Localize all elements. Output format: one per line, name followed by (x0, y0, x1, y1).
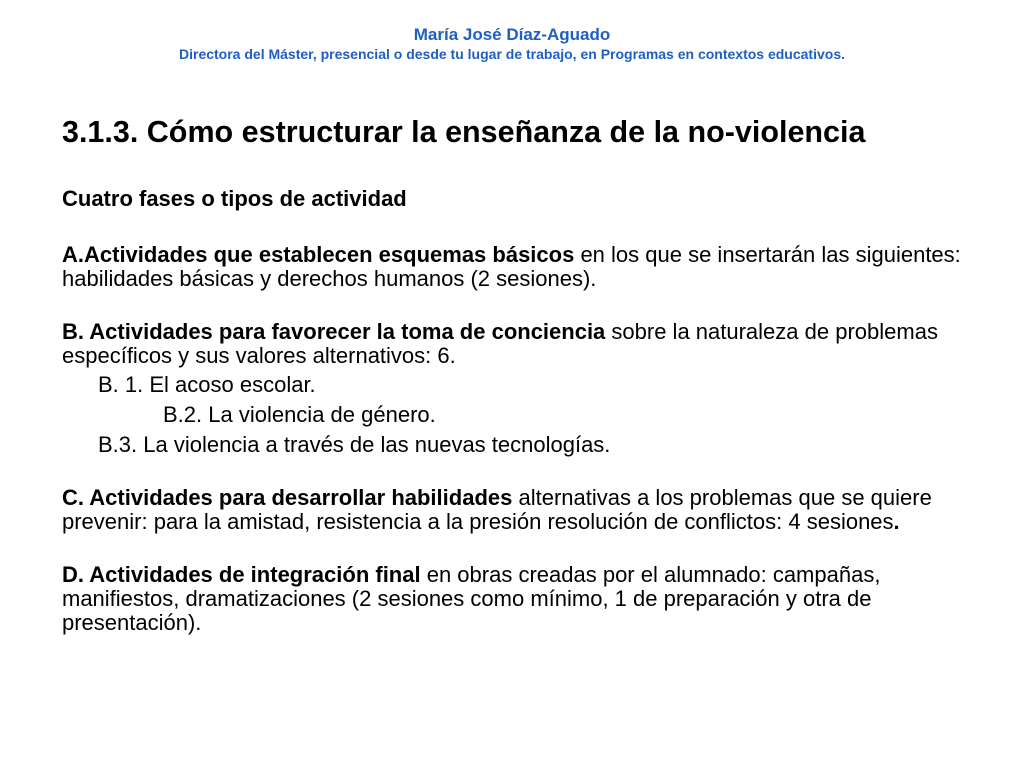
section-a-heading: A.Actividades que establecen esquemas básicos (62, 242, 575, 267)
section-b (62, 320, 982, 368)
section-b-heading: B. Actividades para favorecer la toma de conciencia (62, 319, 606, 344)
section-c-heading: C. Actividades para desarrollar habilidades (62, 485, 513, 510)
section-d-heading: D. Actividades de integración final (62, 562, 421, 587)
section-subheading: Cuatro fases o tipos de actividad (62, 186, 407, 211)
author-name: María José Díaz-Aguado (413, 25, 611, 44)
section-b-item: B.3. La violencia a través de las nuevas tecnologías. (98, 432, 611, 457)
section-b-text: sobre la naturaleza de problemas específicos y sus valores alternativos: 6. (62, 319, 938, 368)
section-b-item: B. 1. El acoso escolar. (98, 372, 316, 397)
slide-header (0, 25, 1024, 63)
section-a-text: en los que se insertarán las siguientes: habilidades básicas y derechos humanos (2 sesiones). (62, 242, 961, 291)
section-b-item: B.2. La violencia de género. (163, 402, 436, 427)
section-d (62, 563, 982, 635)
section-c-text: alternativas a los problemas que se quiere prevenir: para la amistad, resistencia a la presión resolución de conflictos: 4 sesiones (62, 485, 932, 534)
section-a (62, 243, 982, 291)
section-c (62, 486, 982, 534)
section-d-text: en obras creadas por el alumnado: campañas, manifiestos, dramatizaciones (2 sesiones como mínimo, 1 de preparación y otra de presentación). (62, 562, 881, 635)
slide-title: 3.1.3. Cómo estructurar la enseñanza de la no-violencia (62, 115, 866, 149)
author-role: Directora del Máster, presencial o desde tu lugar de trabajo, en Programas en contextos educativos. (179, 46, 845, 62)
slide-body (62, 182, 982, 635)
section-c-end: . (893, 509, 900, 534)
